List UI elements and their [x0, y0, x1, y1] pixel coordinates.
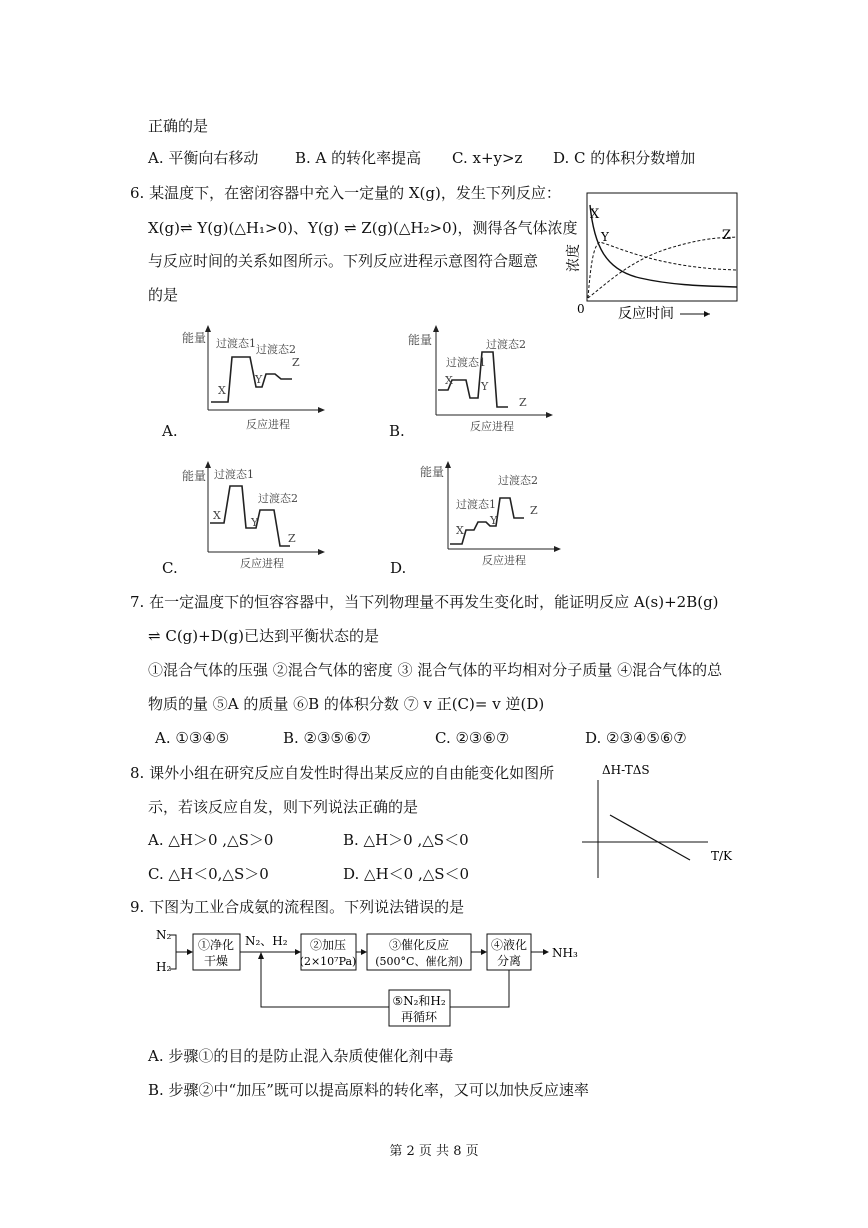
q5-option-a: A. 平衡向右移动 [148, 149, 259, 167]
svg-text:N₂、H₂: N₂、H₂ [245, 934, 288, 948]
q8-option-a: A. △H＞0 ,△S＞0 [148, 831, 274, 849]
q8-option-d: D. △H＜0 ,△S＜0 [343, 865, 470, 883]
free-energy-line [610, 815, 690, 860]
q8-line-2: 示，若该反应自发，则下列说法正确的是 [148, 798, 419, 816]
energy-chart-a [180, 322, 330, 437]
svg-text:Y: Y [490, 514, 498, 527]
energy-chart-c [180, 458, 330, 573]
q8-option-b: B. △H＞0 ,△S＜0 [343, 831, 469, 849]
svg-text:过渡态2: 过渡态2 [498, 474, 538, 487]
label-y: Y [601, 230, 609, 244]
q7-option-d: D. ②③④⑤⑥⑦ [585, 729, 687, 747]
q8-free-energy-chart [580, 760, 740, 885]
origin-label: 0 [577, 302, 585, 316]
svg-text:N₂: N₂ [156, 928, 172, 942]
q7-option-c: C. ②③⑥⑦ [435, 729, 510, 747]
svg-text:X: X [213, 509, 221, 522]
svg-text:过渡态2: 过渡态2 [256, 343, 296, 356]
q9-option-a: A. 步骤①的目的是防止混入杂质使催化剂中毒 [148, 1047, 454, 1065]
x-axis-label: 反应时间 [618, 306, 674, 322]
svg-text:④液化: ④液化 [490, 938, 528, 952]
svg-text:反应进程: 反应进程 [482, 554, 526, 567]
q7-line-3: ①混合气体的压强 ②混合气体的密度 ③ 混合气体的平均相对分子质量 ④混合气体的总 [148, 661, 723, 679]
svg-text:X: X [456, 524, 464, 537]
svg-text:Y: Y [251, 516, 259, 529]
svg-text:过渡态1: 过渡态1 [456, 498, 496, 511]
q7-option-a: A. ①③④⑤ [155, 729, 230, 747]
svg-text:能量: 能量 [408, 333, 433, 347]
energy-chart-a-letter: A. [162, 422, 178, 440]
q9-line: 9. 下图为工业合成氨的流程图。下列说法错误的是 [130, 898, 465, 916]
svg-text:过渡态2: 过渡态2 [258, 492, 298, 505]
svg-text:干燥: 干燥 [203, 954, 229, 968]
svg-text:Z: Z [530, 504, 538, 517]
svg-text:(500°C、催化剂): (500°C、催化剂) [375, 955, 463, 968]
q7-line-2: ⇌ C(g)+D(g)已达到平衡状态的是 [148, 627, 380, 645]
q8-y-label: ΔH-TΔS [602, 763, 650, 777]
curve-y [588, 242, 737, 298]
svg-text:能量: 能量 [420, 465, 445, 479]
svg-text:②加压: ②加压 [309, 938, 347, 952]
energy-chart-c-letter: C. [162, 559, 178, 577]
svg-text:反应进程: 反应进程 [470, 420, 514, 433]
svg-text:过渡态1: 过渡态1 [216, 337, 256, 350]
svg-text:再循环: 再循环 [400, 1010, 438, 1024]
svg-text:Z: Z [292, 356, 300, 369]
energy-chart-d-letter: D. [390, 559, 407, 577]
svg-text:反应进程: 反应进程 [240, 557, 284, 570]
svg-text:分离: 分离 [496, 954, 522, 968]
svg-text:能量: 能量 [182, 469, 207, 483]
q5-option-b: B. A 的转化率提高 [295, 149, 422, 167]
svg-text:Z: Z [519, 396, 527, 409]
svg-text:①净化: ①净化 [197, 938, 235, 952]
q6-line-2: X(g)⇌ Y(g)(△H₁>0)、Y(g) ⇌ Z(g)(△H₂>0)，测得各气体浓度 [148, 219, 578, 237]
svg-text:⑤N₂和H₂: ⑤N₂和H₂ [392, 994, 446, 1008]
svg-text:③催化反应: ③催化反应 [388, 938, 450, 952]
label-x: X [590, 207, 600, 222]
q6-line-3: 与反应时间的关系如图所示。下列反应进程示意图符合题意 [148, 252, 539, 270]
svg-text:反应进程: 反应进程 [246, 418, 290, 431]
curve-z [588, 237, 737, 298]
svg-text:X: X [445, 374, 453, 387]
svg-text:过渡态1: 过渡态1 [214, 468, 254, 481]
svg-text:Z: Z [288, 532, 296, 545]
label-z: Z [722, 228, 732, 243]
q8-line-1: 8. 课外小组在研究反应自发性时得出某反应的自由能变化如图所 [130, 764, 555, 782]
svg-text:Y: Y [255, 373, 263, 386]
q6-concentration-chart [560, 190, 750, 325]
q6-line-1: 6. 某温度下，在密闭容器中充入一定量的 X(g)，发生下列反应： [130, 184, 561, 202]
q8-x-label: T/K [711, 849, 733, 863]
page-footer: 第 2 页 共 8 页 [389, 1144, 479, 1159]
q5-option-d: D. C 的体积分数增加 [553, 149, 696, 167]
y-axis-label: 浓度 [566, 244, 582, 272]
q7-line-4: 物质的量 ⑤A 的质量 ⑥B 的体积分数 ⑦ v 正(C)= v 逆(D) [148, 695, 545, 713]
svg-text:过渡态1: 过渡态1 [446, 356, 486, 369]
energy-chart-d [418, 458, 568, 573]
energy-chart-b [408, 322, 558, 437]
svg-text:H₂: H₂ [156, 960, 172, 974]
svg-text:过渡态2: 过渡态2 [486, 338, 526, 351]
svg-text:Y: Y [481, 380, 489, 393]
q7-option-b: B. ②③⑤⑥⑦ [283, 729, 371, 747]
svg-text:X: X [218, 384, 226, 397]
energy-chart-b-letter: B. [389, 422, 405, 440]
svg-text:能量: 能量 [182, 331, 207, 345]
q7-line-1: 7. 在一定温度下的恒容容器中，当下列物理量不再发生变化时，能证明反应 A(s)+2B(g) [130, 593, 719, 611]
q9-option-b: B. 步骤②中“加压”既可以提高原料的转化率，又可以加快反应速率 [148, 1081, 589, 1099]
q5-intro: 正确的是 [148, 117, 209, 135]
q5-option-c: C. x+y>z [452, 149, 523, 167]
q9-flow-diagram [148, 925, 608, 1035]
q8-option-c: C. △H＜0,△S＞0 [148, 865, 269, 883]
svg-text:(2×10⁷Pa): (2×10⁷Pa) [299, 955, 357, 968]
svg-text:NH₃: NH₃ [552, 946, 578, 960]
q6-line-4: 的是 [148, 286, 179, 304]
